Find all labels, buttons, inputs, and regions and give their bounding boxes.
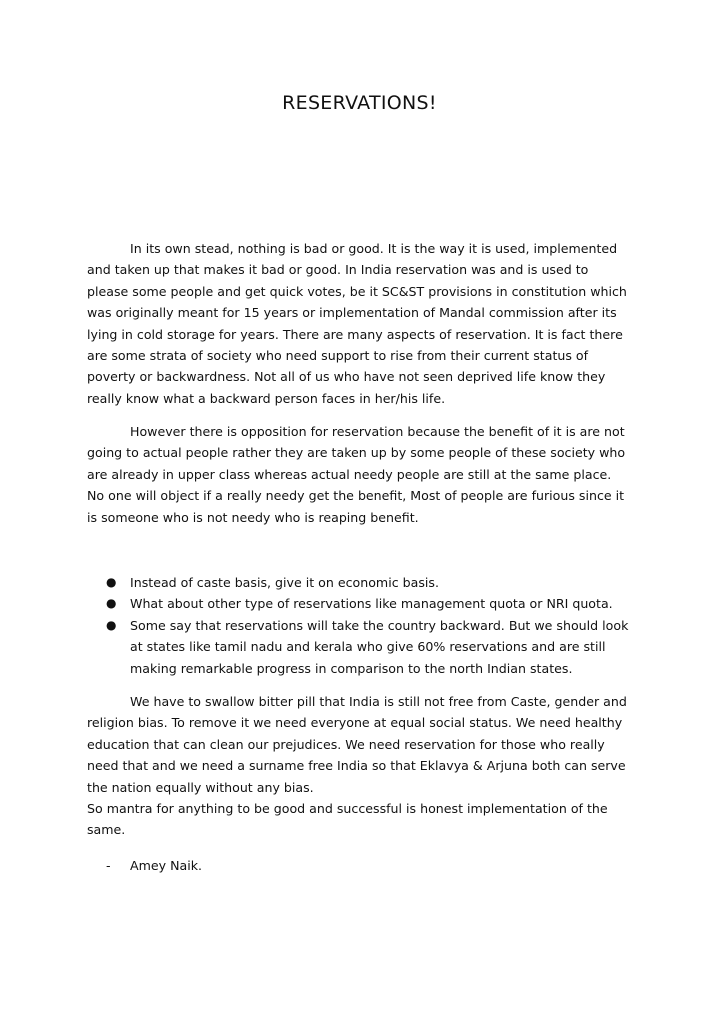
bullet-item — [106, 615, 631, 679]
paragraph-closing — [87, 691, 632, 841]
bullet-icon: ● — [106, 596, 117, 611]
dash-icon: - — [106, 858, 111, 873]
bullet-item — [106, 572, 631, 593]
bullet-item — [106, 593, 631, 614]
signature-name: Amey Naik. — [130, 858, 203, 873]
bullet-icon: ● — [106, 617, 117, 632]
bullet-item-text: Instead of caste basis, give it on economic basis. — [130, 575, 439, 590]
paragraph-opposition — [87, 421, 632, 528]
bullet-item-text: Some say that reservations will take the country backward. But we should look at states like tamil nadu and kerala who give 60% reservations and are still making remarkable progress in comparison to the north Indian states. — [130, 617, 629, 676]
document-title: RESERVATIONS! — [282, 92, 437, 114]
paragraph-opposition-text: However there is opposition for reservation because the benefit of it is are not going to actual people rather they are taken up by some people of these society who are already in upper class whereas actual needy people are still at the same place. No one will object if a really needy get the benefit, Most of people are furious since it is someone who is not needy who is reaping benefit. — [87, 424, 626, 525]
signature-line — [106, 855, 202, 876]
mantra-line: So mantra for anything to be good and successful is honest implementation of the same. — [87, 801, 608, 838]
bullet-list — [106, 572, 631, 679]
paragraph-intro-text: In its own stead, nothing is bad or good. It is the way it is used, implemented and taken up that makes it bad or good. In India reservation was and is used to please some people and get quick votes, be it SC&ST provisions in constitution which was originally meant for 15 years or implementation of Mandal commission after its lying in cold storage for years. There are many aspects of reservation. It is fact there are some strata of society who need support to rise from their current status of poverty or backwardness. Not all of us who have not seen deprived life know they really know what a backward person faces in her/his life. — [87, 241, 627, 406]
bullet-icon: ● — [106, 575, 117, 589]
bullet-item-text: What about other type of reservations like management quota or NRI quota. — [130, 596, 613, 612]
paragraph-intro — [87, 238, 632, 409]
paragraph-closing-text: We have to swallow bitter pill that India is still not free from Caste, gender and religion bias. To remove it we need everyone at equal social status. We need healthy education that can clean our prejudices. We need reservation for those who really need that and we need a surname free India so that Eklavya & Arjuna both can serve the nation equally without any bias. — [87, 694, 627, 795]
